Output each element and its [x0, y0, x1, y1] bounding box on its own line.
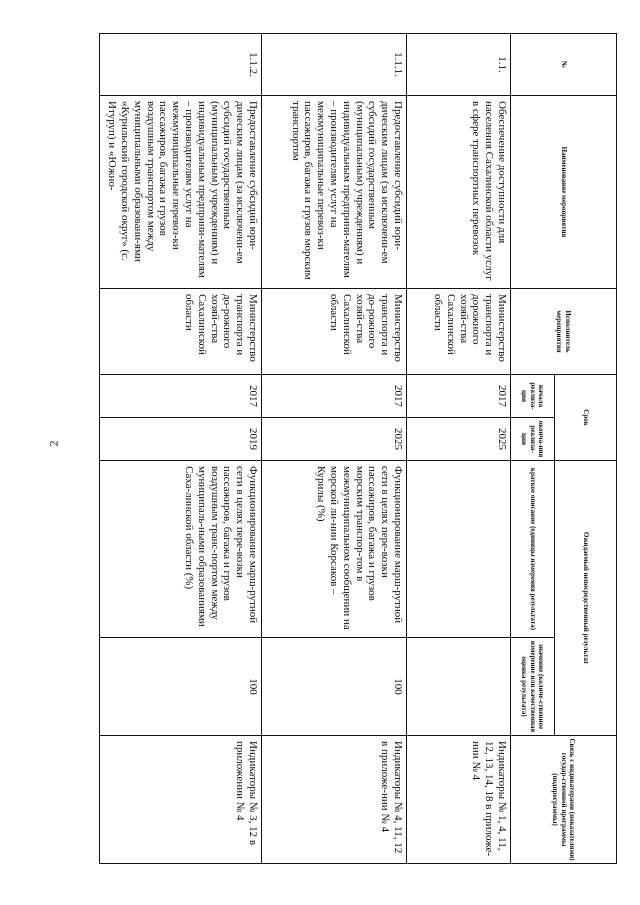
row-link: Индикаторы № 3, 12 в приложении № 4 [100, 736, 262, 864]
row-link: Индикаторы № 4, 11, 12 в приложе-нии № 4 [262, 736, 407, 864]
row-desc: Функционирование марш-рутной сети в целях пере-возки пассажиров, багажа и грузов морским транспор-том в межмуниципальном сообщении на морской ли-нии Корсаков – Курилы (%) [262, 461, 407, 638]
row-desc: Функционирование марш-рутной сети в целях пере-возки пассажиров, багажа и грузов воздушным транс-портом между муниципаль-ными образованиями Саха-линской области (%) [100, 461, 262, 638]
row-end: 2025 [262, 418, 407, 461]
row-executor: Министерство транспорта и до-рожного хозяй-ства Сахалинской области [262, 289, 407, 375]
row-value: 100 [262, 638, 407, 736]
row-start: 2017 [262, 375, 407, 418]
rotated-table-container [100, 33, 617, 863]
header-short-desc: краткое описание (единицы измерения результата) [511, 461, 555, 638]
row-value [407, 638, 511, 736]
row-executor: Министерство транспорта и дорожного хозяй-ства Сахалинской области [407, 289, 511, 375]
row-end: 2025 [407, 418, 511, 461]
page-number: 2 [46, 440, 61, 447]
row-start: 2017 [100, 375, 262, 418]
header-num: № [511, 34, 617, 96]
header-value: значение (количе-ственное измерение или качественная оценка результата) [511, 638, 555, 736]
header-executor: Исполнитель мероприятия [511, 289, 617, 375]
header-result: Ожидаемый непосредственный результат [555, 461, 617, 736]
header-period: Срок [555, 375, 617, 461]
table-row [262, 34, 407, 864]
table-row [407, 34, 511, 864]
row-name: Предоставление субсидий юри-дическим лицам (за исключени-ем субсидий государственным (муниципальным) учреждениям) и индивидуальным предприни-мателям – производителям услуг на межмуниципальные перевоз-ки пассажиров, багажа и грузов морским транспортом [262, 96, 407, 289]
header-end: оконча-ния реализа-ции [511, 418, 555, 461]
row-start: 2017 [407, 375, 511, 418]
row-value: 100 [100, 638, 262, 736]
row-executor: Министерство транспорта и до-рожного хозяй-ства Сахалинской области [100, 289, 262, 375]
row-num: 1.1. [407, 34, 511, 96]
row-num: 1.1.1. [262, 34, 407, 96]
row-link: Индикаторы № 1, 4, 11, 12, 13, 14, 18 в приложе-нии № 4 [407, 736, 511, 864]
row-end: 2019 [100, 418, 262, 461]
table-row [100, 34, 262, 864]
activities-table [99, 33, 617, 864]
row-name: Обеспечение доступности для населения Сахалинской области услуг в сфере транспортных перевозок [407, 96, 511, 289]
header-link: Связь с индикаторами (показателями) государ-ственной программы (подпрограммы) [511, 736, 617, 864]
row-num: 1.1.2. [100, 34, 262, 96]
header-name: Наименование мероприятия [511, 96, 617, 289]
row-desc [407, 461, 511, 638]
header-start: начала реализа-ции [511, 375, 555, 418]
row-name: Предоставление субсидий юри-дическим лицам (за исключени-ем субсидий государственным (муниципальным) учреждениям) и индивидуальным предприни-мателям – производителям услуг на межмуниципальные перевоз-ки пассажиров, багажа и грузов воздушным транспортом между муниципальными образовани-ями «Курильский городской округ» (с. Итуруп) и «Южно- [100, 96, 262, 289]
